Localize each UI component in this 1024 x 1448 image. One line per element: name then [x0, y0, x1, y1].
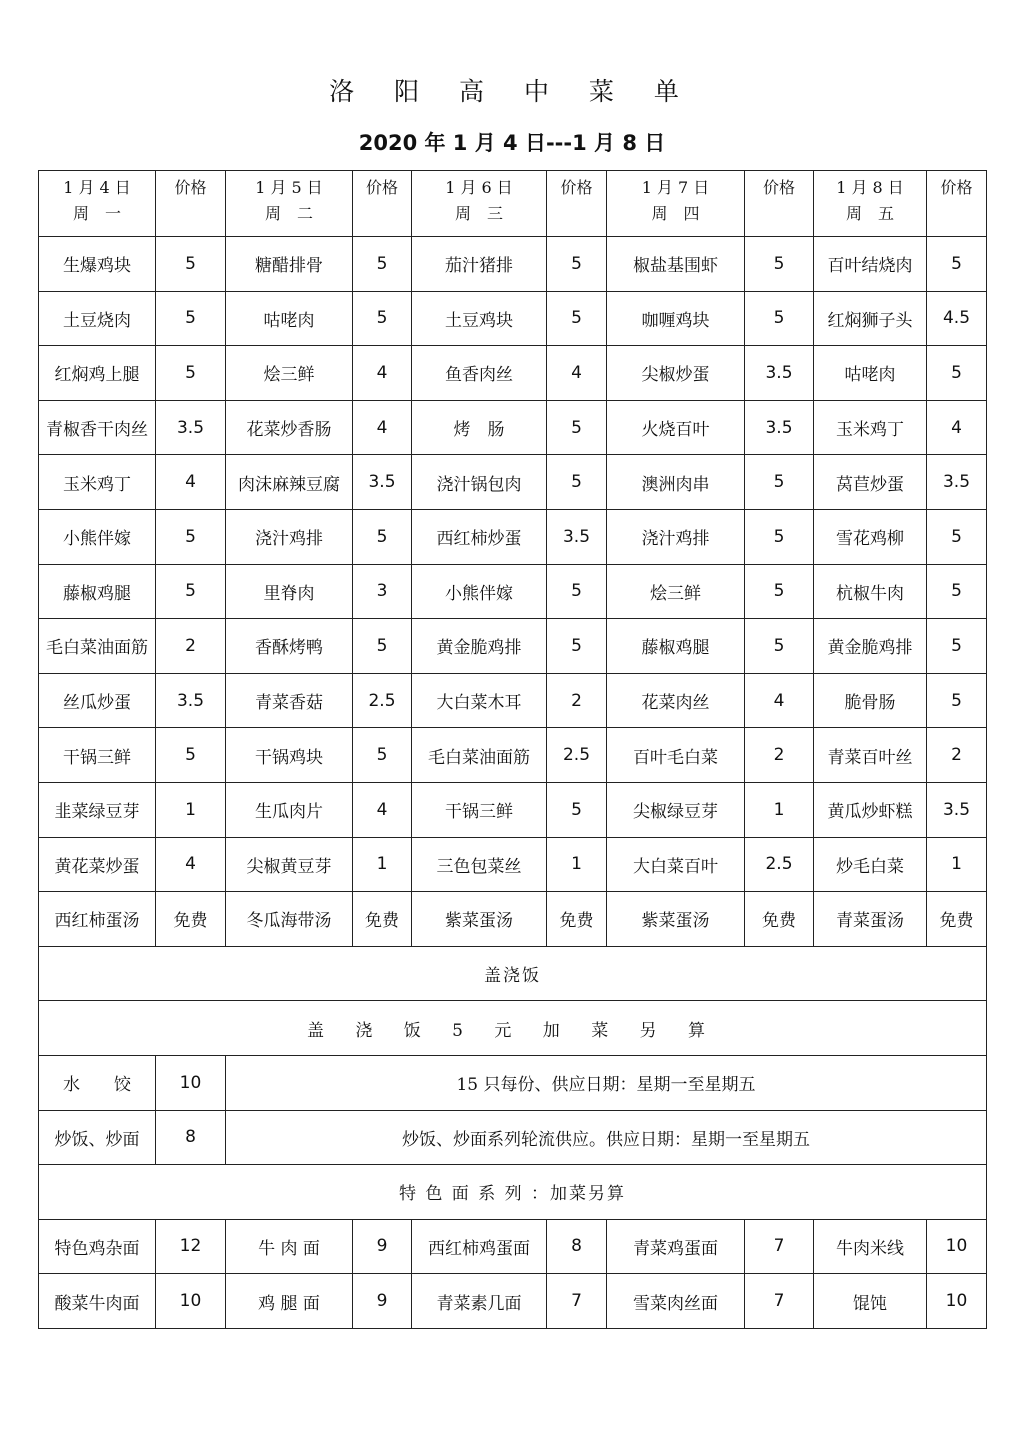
dish-price-cell: 5 [745, 564, 814, 619]
dish-row [39, 509, 987, 564]
dish-price-cell: 1 [353, 837, 412, 892]
dish-name-cell: 青菜蛋汤 [814, 892, 927, 947]
dish-row [39, 564, 987, 619]
dish-price-cell: 1 [927, 837, 987, 892]
dish-price-cell: 4 [156, 837, 226, 892]
dish-name-cell: 西红柿炒蛋 [412, 509, 547, 564]
dish-price-cell: 5 [353, 619, 412, 674]
dish-name-cell: 干锅鸡块 [226, 728, 353, 783]
dish-name-cell: 鱼香肉丝 [412, 346, 547, 401]
noodle-name-cell: 牛 肉 面 [226, 1219, 353, 1274]
dish-price-cell: 3.5 [547, 509, 607, 564]
dish-name-cell: 玉米鸡丁 [814, 400, 927, 455]
dish-name-cell: 丝瓜炒蛋 [39, 673, 156, 728]
dish-name-cell: 里脊肉 [226, 564, 353, 619]
dish-price-cell: 5 [353, 237, 412, 292]
noodle-name-cell: 馄饨 [814, 1274, 927, 1329]
noodle-name-cell: 雪菜肉丝面 [607, 1274, 745, 1329]
dish-name-cell: 藤椒鸡腿 [39, 564, 156, 619]
dish-price-cell: 1 [156, 782, 226, 837]
dish-name-cell: 小熊伴嫁 [39, 509, 156, 564]
dish-name-cell: 玉米鸡丁 [39, 455, 156, 510]
dish-price-cell: 5 [156, 564, 226, 619]
header-weekday: 周 五 [845, 204, 894, 223]
dish-name-cell: 火烧百叶 [607, 400, 745, 455]
noodle-name-cell: 青菜素几面 [412, 1274, 547, 1329]
dish-price-cell: 5 [927, 346, 987, 401]
header-date: 1 月 6 日 [445, 178, 513, 197]
noodle-name-cell: 特色鸡杂面 [39, 1219, 156, 1274]
dish-price-cell: 5 [547, 291, 607, 346]
dish-name-cell: 咕咾肉 [226, 291, 353, 346]
dish-name-cell: 浇汁鸡排 [607, 509, 745, 564]
dish-price-cell: 免费 [547, 892, 607, 947]
dish-row [39, 619, 987, 674]
dish-price-cell: 2 [927, 728, 987, 783]
header-row [39, 171, 987, 237]
menu-table [38, 170, 987, 1329]
dish-price-cell: 5 [927, 564, 987, 619]
dish-name-cell: 咕咾肉 [814, 346, 927, 401]
dish-name-cell: 三色包菜丝 [412, 837, 547, 892]
noodle-price-cell: 9 [353, 1274, 412, 1329]
dish-price-cell: 2 [745, 728, 814, 783]
header-date: 1 月 5 日 [255, 178, 323, 197]
dish-name-cell: 杭椒牛肉 [814, 564, 927, 619]
extra-price-cell: 8 [156, 1110, 226, 1165]
dish-name-cell: 黄金脆鸡排 [814, 619, 927, 674]
header-price-cell: 价格 [156, 171, 226, 237]
dish-price-cell: 5 [156, 346, 226, 401]
dish-price-cell: 5 [927, 673, 987, 728]
dish-price-cell: 4 [353, 346, 412, 401]
dish-price-cell: 5 [927, 237, 987, 292]
dish-row [39, 837, 987, 892]
dish-price-cell: 5 [745, 509, 814, 564]
header-day-cell [814, 171, 927, 237]
dish-price-cell: 3.5 [927, 782, 987, 837]
dish-price-cell: 3.5 [745, 400, 814, 455]
noodle-name-cell: 青菜鸡蛋面 [607, 1219, 745, 1274]
dish-name-cell: 烩三鲜 [226, 346, 353, 401]
dish-price-cell: 5 [927, 509, 987, 564]
dish-name-cell: 土豆鸡块 [412, 291, 547, 346]
header-date: 1 月 7 日 [641, 178, 710, 197]
dish-price-cell: 3.5 [353, 455, 412, 510]
dish-price-cell: 5 [156, 291, 226, 346]
dish-price-cell: 4 [156, 455, 226, 510]
dish-price-cell: 2 [156, 619, 226, 674]
rice-section-row [39, 946, 987, 1001]
noodle-section-heading: 特 色 面 系 列 ：加菜另算 [39, 1165, 987, 1220]
noodle-name-cell: 西红柿鸡蛋面 [412, 1219, 547, 1274]
dish-name-cell: 小熊伴嫁 [412, 564, 547, 619]
noodle-price-cell: 8 [547, 1219, 607, 1274]
header-weekday: 周 四 [651, 204, 700, 223]
noodle-row [39, 1219, 987, 1274]
dish-name-cell: 肉沫麻辣豆腐 [226, 455, 353, 510]
header-price-cell: 价格 [547, 171, 607, 237]
dish-row [39, 400, 987, 455]
dish-name-cell: 韭菜绿豆芽 [39, 782, 156, 837]
dish-name-cell: 尖椒黄豆芽 [226, 837, 353, 892]
header-price-cell: 价格 [927, 171, 987, 237]
dish-price-cell: 2.5 [745, 837, 814, 892]
dish-name-cell: 茄汁猪排 [412, 237, 547, 292]
extra-price-cell: 10 [156, 1055, 226, 1110]
header-date: 1 月 4 日 [63, 178, 131, 197]
dish-name-cell: 花菜炒香肠 [226, 400, 353, 455]
dish-price-cell: 4.5 [927, 291, 987, 346]
dish-price-cell: 免费 [927, 892, 987, 947]
dish-price-cell: 5 [547, 400, 607, 455]
noodle-price-cell: 12 [156, 1219, 226, 1274]
dish-name-cell: 黄花菜炒蛋 [39, 837, 156, 892]
noodle-row [39, 1274, 987, 1329]
dish-price-cell: 5 [547, 619, 607, 674]
dish-name-cell: 紫菜蛋汤 [607, 892, 745, 947]
extra-row [39, 1055, 987, 1110]
dish-price-cell: 5 [156, 237, 226, 292]
dish-name-cell: 尖椒炒蛋 [607, 346, 745, 401]
dish-name-cell: 藤椒鸡腿 [607, 619, 745, 674]
dish-name-cell: 烤 肠 [412, 400, 547, 455]
dish-name-cell: 黄瓜炒虾糕 [814, 782, 927, 837]
dish-row [39, 728, 987, 783]
dish-name-cell: 糖醋排骨 [226, 237, 353, 292]
dish-price-cell: 2.5 [547, 728, 607, 783]
dish-price-cell: 免费 [353, 892, 412, 947]
dish-name-cell: 浇汁鸡排 [226, 509, 353, 564]
dish-name-cell: 莴苣炒蛋 [814, 455, 927, 510]
extra-row [39, 1110, 987, 1165]
dish-price-cell: 5 [927, 619, 987, 674]
dish-price-cell: 5 [156, 728, 226, 783]
extra-name-cell: 炒饭、炒面 [39, 1110, 156, 1165]
date-range: 2020 年 1 月 4 日---1 月 8 日 [358, 131, 666, 155]
dish-price-cell: 5 [353, 509, 412, 564]
dish-name-cell: 土豆烧肉 [39, 291, 156, 346]
dish-name-cell: 干锅三鲜 [39, 728, 156, 783]
header-weekday: 周 二 [264, 204, 313, 223]
dish-row [39, 455, 987, 510]
dish-row [39, 346, 987, 401]
dish-name-cell: 生瓜肉片 [226, 782, 353, 837]
dish-name-cell: 干锅三鲜 [412, 782, 547, 837]
header-price-cell: 价格 [353, 171, 412, 237]
page-title: 洛 阳 高 中 菜 单 [329, 77, 695, 106]
header-date: 1 月 8 日 [836, 178, 904, 197]
noodle-name-cell: 鸡 腿 面 [226, 1274, 353, 1329]
noodle-price-cell: 7 [745, 1274, 814, 1329]
dish-name-cell: 青菜百叶丝 [814, 728, 927, 783]
dish-price-cell: 5 [547, 237, 607, 292]
dish-row [39, 237, 987, 292]
header-price-cell: 价格 [745, 171, 814, 237]
dish-name-cell: 香酥烤鸭 [226, 619, 353, 674]
dish-name-cell: 咖喱鸡块 [607, 291, 745, 346]
dish-price-cell: 免费 [745, 892, 814, 947]
dish-name-cell: 百叶结烧肉 [814, 237, 927, 292]
dish-name-cell: 冬瓜海带汤 [226, 892, 353, 947]
dish-name-cell: 澳洲肉串 [607, 455, 745, 510]
dish-name-cell: 炒毛白菜 [814, 837, 927, 892]
dish-name-cell: 紫菜蛋汤 [412, 892, 547, 947]
dish-name-cell: 浇汁锅包肉 [412, 455, 547, 510]
dish-price-cell: 5 [745, 291, 814, 346]
dish-price-cell: 5 [745, 619, 814, 674]
extra-note-cell: 炒饭、炒面系列轮流供应。供应日期：星期一至星期五 [226, 1110, 987, 1165]
dish-name-cell: 尖椒绿豆芽 [607, 782, 745, 837]
dish-price-cell: 5 [745, 237, 814, 292]
rice-section-heading: 盖浇饭 [39, 946, 987, 1001]
dish-price-cell: 免费 [156, 892, 226, 947]
dish-name-cell: 红焖狮子头 [814, 291, 927, 346]
dish-name-cell: 花菜肉丝 [607, 673, 745, 728]
noodle-price-cell: 10 [156, 1274, 226, 1329]
dish-price-cell: 3.5 [156, 400, 226, 455]
rice-note-row [39, 1001, 987, 1056]
header-day-cell [39, 171, 156, 237]
dish-price-cell: 3.5 [156, 673, 226, 728]
dish-price-cell: 4 [745, 673, 814, 728]
dish-price-cell: 2 [547, 673, 607, 728]
dish-row [39, 782, 987, 837]
dish-name-cell: 大白菜木耳 [412, 673, 547, 728]
dish-price-cell: 3.5 [927, 455, 987, 510]
noodle-section-row [39, 1165, 987, 1220]
header-day-cell [412, 171, 547, 237]
dish-name-cell: 青菜香菇 [226, 673, 353, 728]
dish-name-cell: 百叶毛白菜 [607, 728, 745, 783]
rice-note: 盖 浇 饭 5 元 加 菜 另 算 [39, 1001, 987, 1056]
header-weekday: 周 三 [454, 204, 503, 223]
dish-name-cell: 椒盐基围虾 [607, 237, 745, 292]
dish-price-cell: 4 [547, 346, 607, 401]
dish-price-cell: 5 [745, 455, 814, 510]
dish-name-cell: 烩三鲜 [607, 564, 745, 619]
menu-table-body [39, 171, 987, 1329]
dish-price-cell: 5 [547, 782, 607, 837]
dish-name-cell: 红焖鸡上腿 [39, 346, 156, 401]
noodle-price-cell: 9 [353, 1219, 412, 1274]
dish-name-cell: 黄金脆鸡排 [412, 619, 547, 674]
dish-price-cell: 5 [156, 509, 226, 564]
dish-price-cell: 5 [353, 291, 412, 346]
dish-price-cell: 3.5 [745, 346, 814, 401]
noodle-price-cell: 10 [927, 1274, 987, 1329]
dish-price-cell: 5 [547, 564, 607, 619]
dish-price-cell: 4 [927, 400, 987, 455]
extra-name-cell: 水 饺 [39, 1055, 156, 1110]
dish-name-cell: 生爆鸡块 [39, 237, 156, 292]
dish-name-cell: 脆骨肠 [814, 673, 927, 728]
dish-row [39, 892, 987, 947]
dish-name-cell: 毛白菜油面筋 [39, 619, 156, 674]
dish-price-cell: 1 [547, 837, 607, 892]
dish-price-cell: 3 [353, 564, 412, 619]
noodle-price-cell: 10 [927, 1219, 987, 1274]
dish-price-cell: 1 [745, 782, 814, 837]
dish-price-cell: 5 [547, 455, 607, 510]
header-day-cell [226, 171, 353, 237]
dish-name-cell: 青椒香干肉丝 [39, 400, 156, 455]
noodle-name-cell: 牛肉米线 [814, 1219, 927, 1274]
dish-row [39, 291, 987, 346]
noodle-price-cell: 7 [547, 1274, 607, 1329]
dish-name-cell: 雪花鸡柳 [814, 509, 927, 564]
dish-price-cell: 5 [353, 728, 412, 783]
dish-name-cell: 西红柿蛋汤 [39, 892, 156, 947]
header-day-cell [607, 171, 745, 237]
noodle-price-cell: 7 [745, 1219, 814, 1274]
dish-name-cell: 毛白菜油面筋 [412, 728, 547, 783]
extra-note-cell: 15 只每份、供应日期：星期一至星期五 [226, 1055, 987, 1110]
dish-price-cell: 4 [353, 400, 412, 455]
header-weekday: 周 一 [72, 204, 121, 223]
dish-name-cell: 大白菜百叶 [607, 837, 745, 892]
dish-price-cell: 2.5 [353, 673, 412, 728]
dish-price-cell: 4 [353, 782, 412, 837]
dish-row [39, 673, 987, 728]
noodle-name-cell: 酸菜牛肉面 [39, 1274, 156, 1329]
